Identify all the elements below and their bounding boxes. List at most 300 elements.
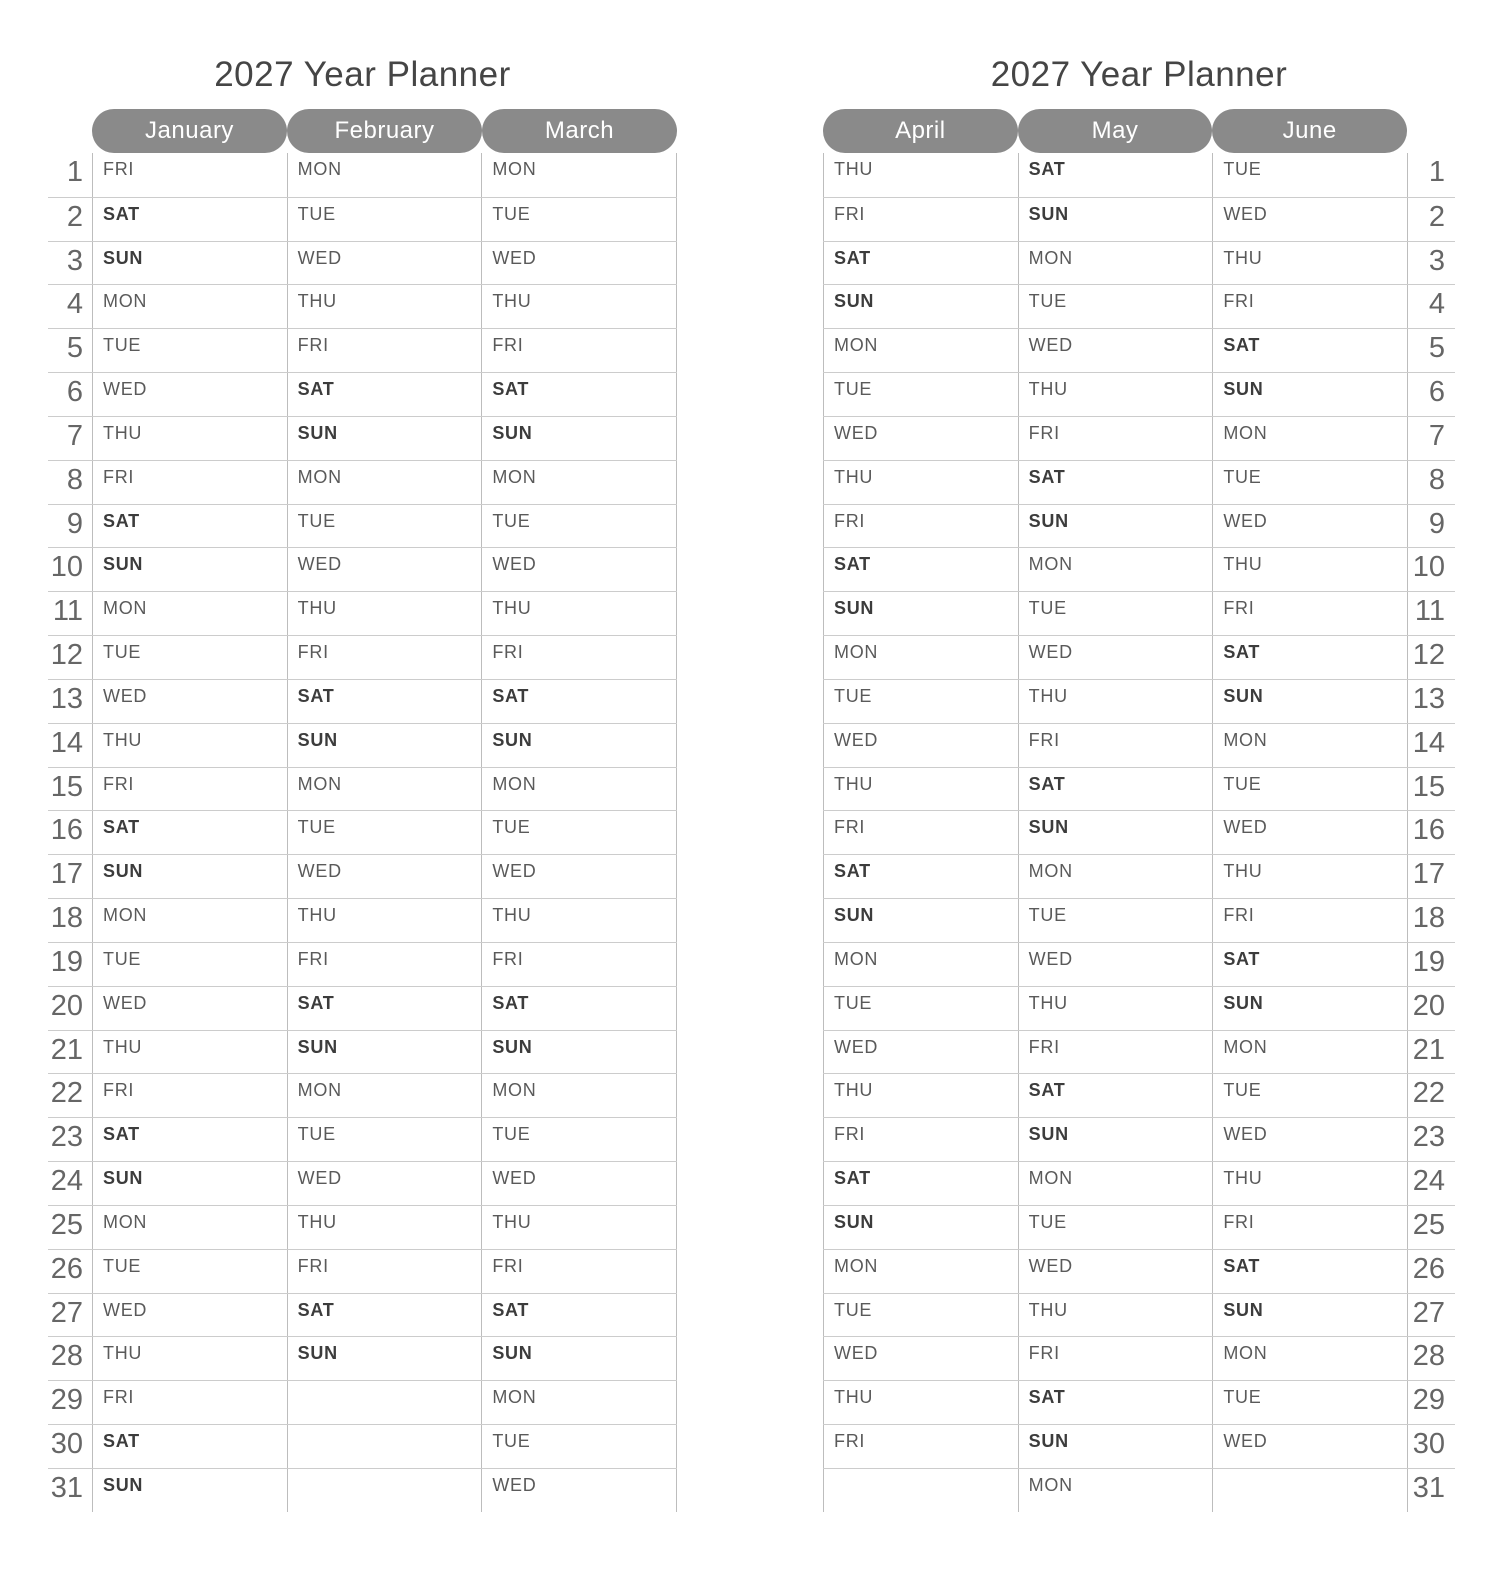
weekday-label: SUN bbox=[297, 1343, 338, 1364]
weekday-label: MON bbox=[297, 1080, 342, 1101]
weekday-cell-february-12 bbox=[287, 636, 482, 679]
day-number: 10 bbox=[1407, 548, 1455, 591]
day-number: 8 bbox=[66, 463, 83, 496]
weekday-label: WED bbox=[834, 1343, 879, 1364]
weekday-label: SAT bbox=[492, 685, 530, 706]
weekday-label: TUE bbox=[834, 1299, 873, 1320]
weekday-cell-april-12 bbox=[823, 636, 1018, 679]
day-row-5 bbox=[823, 328, 1455, 372]
weekday-label: TUE bbox=[1223, 773, 1262, 794]
weekday-label: SAT bbox=[1028, 466, 1066, 487]
weekday-label: TUE bbox=[297, 510, 336, 531]
weekday-label: SUN bbox=[492, 1036, 533, 1057]
weekday-cell-march-28 bbox=[481, 1337, 677, 1380]
day-row-9 bbox=[823, 504, 1455, 548]
weekday-cell-january-7 bbox=[92, 417, 287, 460]
weekday-cell-march-31 bbox=[481, 1469, 677, 1512]
weekday-cell-january-27 bbox=[92, 1294, 287, 1337]
weekday-cell-may-19 bbox=[1018, 943, 1213, 986]
day-number: 15 bbox=[50, 770, 83, 803]
day-row-2 bbox=[823, 197, 1455, 241]
weekday-label: WED bbox=[834, 1036, 879, 1057]
weekday-cell-march-2 bbox=[481, 198, 677, 241]
day-number: 25 bbox=[50, 1208, 83, 1241]
weekday-label: WED bbox=[834, 422, 879, 443]
weekday-cell-february-9 bbox=[287, 505, 482, 548]
day-row-12 bbox=[823, 635, 1455, 679]
day-number: 21 bbox=[50, 1033, 83, 1066]
weekday-label: FRI bbox=[492, 948, 524, 969]
day-number: 9 bbox=[1407, 505, 1455, 548]
weekday-label: THU bbox=[1223, 1168, 1263, 1189]
weekday-cell-may-17 bbox=[1018, 855, 1213, 898]
weekday-cell-february-6 bbox=[287, 373, 482, 416]
weekday-cell-may-18 bbox=[1018, 899, 1213, 942]
weekday-label: THU bbox=[834, 1080, 874, 1101]
weekday-cell-may-25 bbox=[1018, 1206, 1213, 1249]
weekday-label: SAT bbox=[103, 510, 140, 531]
weekday-cell-may-23 bbox=[1018, 1118, 1213, 1161]
weekday-cell-january-3 bbox=[92, 242, 287, 285]
weekday-cell-may-13 bbox=[1018, 680, 1213, 723]
weekday-cell-february-20 bbox=[287, 987, 482, 1030]
weekday-label: SUN bbox=[834, 1211, 875, 1232]
weekday-label: TUE bbox=[297, 203, 336, 224]
weekday-label: SUN bbox=[1028, 1431, 1069, 1452]
weekday-label: SUN bbox=[103, 554, 144, 575]
weekday-cell-january-24 bbox=[92, 1162, 287, 1205]
weekday-label: MON bbox=[492, 773, 537, 794]
weekday-cell-june-21 bbox=[1212, 1031, 1407, 1074]
weekday-label: SAT bbox=[1223, 948, 1261, 969]
weekday-cell-january-14 bbox=[92, 724, 287, 767]
day-number: 12 bbox=[1407, 636, 1455, 679]
weekday-cell-april-16 bbox=[823, 811, 1018, 854]
day-row-26 bbox=[823, 1249, 1455, 1293]
weekday-label: MON bbox=[834, 335, 879, 356]
weekday-label: SUN bbox=[1223, 685, 1264, 706]
weekday-label: TUE bbox=[492, 510, 531, 531]
weekday-label: TUE bbox=[492, 203, 531, 224]
weekday-label: THU bbox=[1223, 247, 1263, 268]
weekday-label: WED bbox=[1223, 510, 1268, 531]
planner-panel-apr-jun bbox=[823, 54, 1455, 1512]
weekday-label: FRI bbox=[1028, 1036, 1060, 1057]
day-number: 14 bbox=[50, 726, 83, 759]
weekday-cell-march-3 bbox=[481, 242, 677, 285]
weekday-cell-january-16 bbox=[92, 811, 287, 854]
weekday-label: THU bbox=[834, 1387, 874, 1408]
weekday-cell-january-19 bbox=[92, 943, 287, 986]
weekday-label: SUN bbox=[103, 247, 144, 268]
weekday-cell-january-12 bbox=[92, 636, 287, 679]
weekday-cell-march-26 bbox=[481, 1250, 677, 1293]
weekday-cell-may-6 bbox=[1018, 373, 1213, 416]
weekday-label: FRI bbox=[103, 773, 135, 794]
day-number: 11 bbox=[52, 595, 83, 628]
weekday-label: TUE bbox=[103, 335, 142, 356]
day-row-13 bbox=[48, 679, 677, 723]
day-row-16 bbox=[48, 810, 677, 854]
weekday-label: SAT bbox=[1223, 1255, 1261, 1276]
weekday-label: THU bbox=[1223, 861, 1263, 882]
weekday-label: WED bbox=[492, 247, 537, 268]
weekday-label: FRI bbox=[1028, 1343, 1060, 1364]
day-row-20 bbox=[48, 986, 677, 1030]
weekday-cell-may-24 bbox=[1018, 1162, 1213, 1205]
month-pills bbox=[823, 109, 1455, 153]
day-row-18 bbox=[823, 898, 1455, 942]
weekday-label: TUE bbox=[103, 948, 142, 969]
weekday-cell-june-23 bbox=[1212, 1118, 1407, 1161]
weekday-cell-january-26 bbox=[92, 1250, 287, 1293]
weekday-cell-march-30 bbox=[481, 1425, 677, 1468]
weekday-cell-april-8 bbox=[823, 461, 1018, 504]
weekday-label: SUN bbox=[1223, 992, 1264, 1013]
weekday-label: MON bbox=[1028, 861, 1073, 882]
weekday-label: FRI bbox=[834, 1431, 866, 1452]
weekday-label: SUN bbox=[1028, 510, 1069, 531]
day-number: 16 bbox=[1407, 811, 1455, 854]
weekday-label: MON bbox=[1028, 1474, 1073, 1495]
day-number: 13 bbox=[50, 682, 83, 715]
day-row-27 bbox=[823, 1293, 1455, 1337]
weekday-label: TUE bbox=[297, 1124, 336, 1145]
weekday-label: SUN bbox=[103, 1474, 144, 1495]
day-number: 6 bbox=[1407, 373, 1455, 416]
weekday-cell-january-10 bbox=[92, 548, 287, 591]
weekday-cell-february-2 bbox=[287, 198, 482, 241]
weekday-label: THU bbox=[834, 773, 874, 794]
day-number: 29 bbox=[50, 1384, 83, 1417]
weekday-cell-april-15 bbox=[823, 768, 1018, 811]
weekday-label: SAT bbox=[1028, 1387, 1066, 1408]
weekday-cell-march-17 bbox=[481, 855, 677, 898]
weekday-label: SUN bbox=[1028, 1124, 1069, 1145]
weekday-cell-june-5 bbox=[1212, 329, 1407, 372]
weekday-label: WED bbox=[492, 554, 537, 575]
day-number: 15 bbox=[1407, 768, 1455, 811]
weekday-label: THU bbox=[1028, 992, 1068, 1013]
day-number: 12 bbox=[50, 639, 83, 672]
weekday-cell-january-2 bbox=[92, 198, 287, 241]
weekday-cell-april-6 bbox=[823, 373, 1018, 416]
weekday-label: WED bbox=[297, 554, 342, 575]
weekday-label: SAT bbox=[297, 379, 335, 400]
weekday-label: FRI bbox=[297, 948, 329, 969]
weekday-cell-june-13 bbox=[1212, 680, 1407, 723]
planner-title: 2027 Year Planner bbox=[990, 55, 1288, 94]
day-number: 24 bbox=[50, 1165, 83, 1198]
weekday-label: SAT bbox=[834, 861, 871, 882]
weekday-cell-february-11 bbox=[287, 592, 482, 635]
weekday-label: MON bbox=[297, 159, 342, 179]
day-number: 16 bbox=[50, 814, 83, 847]
weekday-label: MON bbox=[492, 466, 537, 487]
weekday-cell-april-18 bbox=[823, 899, 1018, 942]
day-number: 31 bbox=[1407, 1469, 1455, 1512]
weekday-cell-april-29 bbox=[823, 1381, 1018, 1424]
weekday-cell-april-10 bbox=[823, 548, 1018, 591]
weekday-label: SAT bbox=[1223, 642, 1261, 663]
weekday-label: MON bbox=[1028, 1168, 1073, 1189]
weekday-label: SAT bbox=[1223, 335, 1261, 356]
weekday-label: SUN bbox=[297, 1036, 338, 1057]
weekday-cell-may-8 bbox=[1018, 461, 1213, 504]
weekday-label: FRI bbox=[834, 510, 866, 531]
day-row-3 bbox=[823, 241, 1455, 285]
weekday-cell-march-12 bbox=[481, 636, 677, 679]
weekday-label: FRI bbox=[1028, 422, 1060, 443]
day-number: 14 bbox=[1407, 724, 1455, 767]
weekday-cell-april-2 bbox=[823, 198, 1018, 241]
day-row-3 bbox=[48, 241, 677, 285]
weekday-cell-april-11 bbox=[823, 592, 1018, 635]
weekday-cell-january-18 bbox=[92, 899, 287, 942]
weekday-cell-may-30 bbox=[1018, 1425, 1213, 1468]
weekday-label: THU bbox=[1028, 1299, 1068, 1320]
weekday-label: SUN bbox=[1028, 203, 1069, 224]
weekday-label: THU bbox=[103, 1343, 143, 1364]
weekday-label: TUE bbox=[834, 379, 873, 400]
weekday-cell-june-26 bbox=[1212, 1250, 1407, 1293]
weekday-cell-february-29 bbox=[287, 1381, 482, 1424]
weekday-label: SUN bbox=[492, 729, 533, 750]
weekday-label: TUE bbox=[492, 817, 531, 838]
weekday-cell-february-21 bbox=[287, 1031, 482, 1074]
day-number: 9 bbox=[66, 507, 83, 540]
weekday-cell-april-31 bbox=[823, 1469, 1018, 1512]
day-number: 1 bbox=[1407, 153, 1455, 197]
weekday-cell-march-16 bbox=[481, 811, 677, 854]
weekday-cell-march-13 bbox=[481, 680, 677, 723]
weekday-label: MON bbox=[103, 598, 148, 619]
weekday-cell-june-10 bbox=[1212, 548, 1407, 591]
weekday-label: MON bbox=[1223, 1036, 1268, 1057]
weekday-cell-april-7 bbox=[823, 417, 1018, 460]
day-row-7 bbox=[823, 416, 1455, 460]
day-row-14 bbox=[823, 723, 1455, 767]
weekday-label: SUN bbox=[834, 905, 875, 926]
weekday-label: THU bbox=[297, 598, 337, 619]
weekday-cell-may-27 bbox=[1018, 1294, 1213, 1337]
weekday-label: MON bbox=[834, 642, 879, 663]
weekday-cell-february-7 bbox=[287, 417, 482, 460]
weekday-label: MON bbox=[103, 1211, 148, 1232]
month-pill-june: June bbox=[1212, 109, 1407, 153]
weekday-label: FRI bbox=[1028, 729, 1060, 750]
weekday-label: FRI bbox=[103, 1080, 135, 1101]
weekday-cell-june-16 bbox=[1212, 811, 1407, 854]
day-row-21 bbox=[48, 1030, 677, 1074]
day-number: 1 bbox=[66, 156, 83, 188]
day-number: 22 bbox=[50, 1077, 83, 1110]
weekday-cell-march-1 bbox=[481, 153, 677, 197]
day-row-17 bbox=[823, 854, 1455, 898]
weekday-label: THU bbox=[297, 291, 337, 312]
weekday-label: SAT bbox=[1028, 773, 1066, 794]
weekday-cell-june-9 bbox=[1212, 505, 1407, 548]
weekday-cell-april-22 bbox=[823, 1074, 1018, 1117]
weekday-label: SUN bbox=[492, 422, 533, 443]
weekday-cell-may-26 bbox=[1018, 1250, 1213, 1293]
weekday-cell-february-5 bbox=[287, 329, 482, 372]
weekday-cell-june-6 bbox=[1212, 373, 1407, 416]
weekday-cell-february-1 bbox=[287, 153, 482, 197]
day-row-12 bbox=[48, 635, 677, 679]
weekday-cell-january-31 bbox=[92, 1469, 287, 1512]
day-number: 21 bbox=[1407, 1031, 1455, 1074]
weekday-label: SAT bbox=[103, 203, 140, 224]
day-row-19 bbox=[823, 942, 1455, 986]
weekday-label: SUN bbox=[1223, 379, 1264, 400]
weekday-cell-january-11 bbox=[92, 592, 287, 635]
weekday-cell-march-14 bbox=[481, 724, 677, 767]
weekday-label: WED bbox=[103, 992, 148, 1013]
day-number: 28 bbox=[50, 1340, 83, 1373]
weekday-label: SAT bbox=[103, 1124, 140, 1145]
weekday-cell-january-6 bbox=[92, 373, 287, 416]
weekday-cell-june-28 bbox=[1212, 1337, 1407, 1380]
day-row-31 bbox=[823, 1468, 1455, 1512]
weekday-cell-june-11 bbox=[1212, 592, 1407, 635]
weekday-cell-june-2 bbox=[1212, 198, 1407, 241]
weekday-label: FRI bbox=[492, 335, 524, 356]
day-row-13 bbox=[823, 679, 1455, 723]
weekday-cell-june-12 bbox=[1212, 636, 1407, 679]
day-number: 3 bbox=[66, 244, 83, 277]
weekday-label: THU bbox=[1223, 554, 1263, 575]
day-row-31 bbox=[48, 1468, 677, 1512]
weekday-cell-may-11 bbox=[1018, 592, 1213, 635]
weekday-cell-january-1 bbox=[92, 153, 287, 197]
weekday-cell-may-31 bbox=[1018, 1469, 1213, 1512]
weekday-label: MON bbox=[1028, 554, 1073, 575]
day-row-9 bbox=[48, 504, 677, 548]
weekday-cell-may-1 bbox=[1018, 153, 1213, 197]
weekday-label: SUN bbox=[834, 598, 875, 619]
weekday-cell-june-4 bbox=[1212, 285, 1407, 328]
weekday-cell-february-4 bbox=[287, 285, 482, 328]
weekday-label: WED bbox=[103, 1299, 148, 1320]
weekday-label: WED bbox=[1223, 203, 1268, 224]
weekday-cell-april-14 bbox=[823, 724, 1018, 767]
weekday-cell-january-9 bbox=[92, 505, 287, 548]
weekday-cell-april-3 bbox=[823, 242, 1018, 285]
weekday-label: MON bbox=[492, 1080, 537, 1101]
weekday-cell-january-5 bbox=[92, 329, 287, 372]
weekday-label: THU bbox=[103, 729, 143, 750]
weekday-label: TUE bbox=[834, 992, 873, 1013]
day-number: 5 bbox=[66, 332, 83, 365]
weekday-cell-january-13 bbox=[92, 680, 287, 723]
weekday-cell-april-17 bbox=[823, 855, 1018, 898]
weekday-label: WED bbox=[492, 1474, 537, 1495]
weekday-cell-june-25 bbox=[1212, 1206, 1407, 1249]
month-pills bbox=[48, 109, 677, 153]
weekday-cell-march-21 bbox=[481, 1031, 677, 1074]
weekday-cell-may-9 bbox=[1018, 505, 1213, 548]
weekday-label: FRI bbox=[492, 642, 524, 663]
weekday-cell-january-25 bbox=[92, 1206, 287, 1249]
weekday-label: MON bbox=[1223, 422, 1268, 443]
weekday-label: TUE bbox=[1223, 1080, 1262, 1101]
month-pill-february: February bbox=[287, 109, 482, 153]
day-row-23 bbox=[48, 1117, 677, 1161]
weekday-cell-january-4 bbox=[92, 285, 287, 328]
weekday-label: THU bbox=[492, 598, 532, 619]
weekday-label: MON bbox=[834, 1255, 879, 1276]
day-row-30 bbox=[48, 1424, 677, 1468]
weekday-cell-february-25 bbox=[287, 1206, 482, 1249]
weekday-cell-january-29 bbox=[92, 1381, 287, 1424]
weekday-cell-june-15 bbox=[1212, 768, 1407, 811]
day-row-30 bbox=[823, 1424, 1455, 1468]
weekday-label: TUE bbox=[1028, 1211, 1067, 1232]
weekday-cell-june-3 bbox=[1212, 242, 1407, 285]
weekday-cell-april-23 bbox=[823, 1118, 1018, 1161]
weekday-label: SAT bbox=[492, 992, 530, 1013]
weekday-cell-may-15 bbox=[1018, 768, 1213, 811]
weekday-label: SUN bbox=[297, 422, 338, 443]
weekday-cell-march-25 bbox=[481, 1206, 677, 1249]
weekday-cell-february-8 bbox=[287, 461, 482, 504]
weekday-label: MON bbox=[297, 773, 342, 794]
weekday-cell-february-23 bbox=[287, 1118, 482, 1161]
weekday-cell-january-15 bbox=[92, 768, 287, 811]
weekday-cell-april-1 bbox=[823, 153, 1018, 197]
day-row-1 bbox=[48, 153, 677, 197]
day-row-15 bbox=[48, 767, 677, 811]
weekday-cell-january-8 bbox=[92, 461, 287, 504]
weekday-label: FRI bbox=[1223, 598, 1255, 619]
day-number: 2 bbox=[1407, 198, 1455, 241]
weekday-cell-june-17 bbox=[1212, 855, 1407, 898]
weekday-cell-may-12 bbox=[1018, 636, 1213, 679]
weekday-label: MON bbox=[297, 466, 342, 487]
weekday-cell-january-22 bbox=[92, 1074, 287, 1117]
weekday-label: TUE bbox=[1223, 159, 1262, 179]
day-row-25 bbox=[48, 1205, 677, 1249]
weekday-cell-may-3 bbox=[1018, 242, 1213, 285]
weekday-cell-may-29 bbox=[1018, 1381, 1213, 1424]
weekday-label: TUE bbox=[297, 817, 336, 838]
weekday-cell-april-4 bbox=[823, 285, 1018, 328]
day-number: 20 bbox=[1407, 987, 1455, 1030]
day-row-24 bbox=[823, 1161, 1455, 1205]
day-row-22 bbox=[48, 1073, 677, 1117]
weekday-label: TUE bbox=[492, 1431, 531, 1452]
weekday-label: WED bbox=[1028, 1255, 1073, 1276]
weekday-cell-april-30 bbox=[823, 1425, 1018, 1468]
day-row-10 bbox=[48, 547, 677, 591]
weekday-cell-january-23 bbox=[92, 1118, 287, 1161]
weekday-label: WED bbox=[1028, 642, 1073, 663]
day-row-17 bbox=[48, 854, 677, 898]
day-number: 28 bbox=[1407, 1337, 1455, 1380]
weekday-cell-june-14 bbox=[1212, 724, 1407, 767]
day-number: 18 bbox=[1407, 899, 1455, 942]
weekday-cell-march-27 bbox=[481, 1294, 677, 1337]
weekday-cell-june-19 bbox=[1212, 943, 1407, 986]
weekday-label: THU bbox=[834, 159, 874, 179]
weekday-cell-april-28 bbox=[823, 1337, 1018, 1380]
day-row-8 bbox=[823, 460, 1455, 504]
day-row-6 bbox=[823, 372, 1455, 416]
weekday-label: FRI bbox=[297, 642, 329, 663]
weekday-label: WED bbox=[1028, 948, 1073, 969]
weekday-cell-january-20 bbox=[92, 987, 287, 1030]
